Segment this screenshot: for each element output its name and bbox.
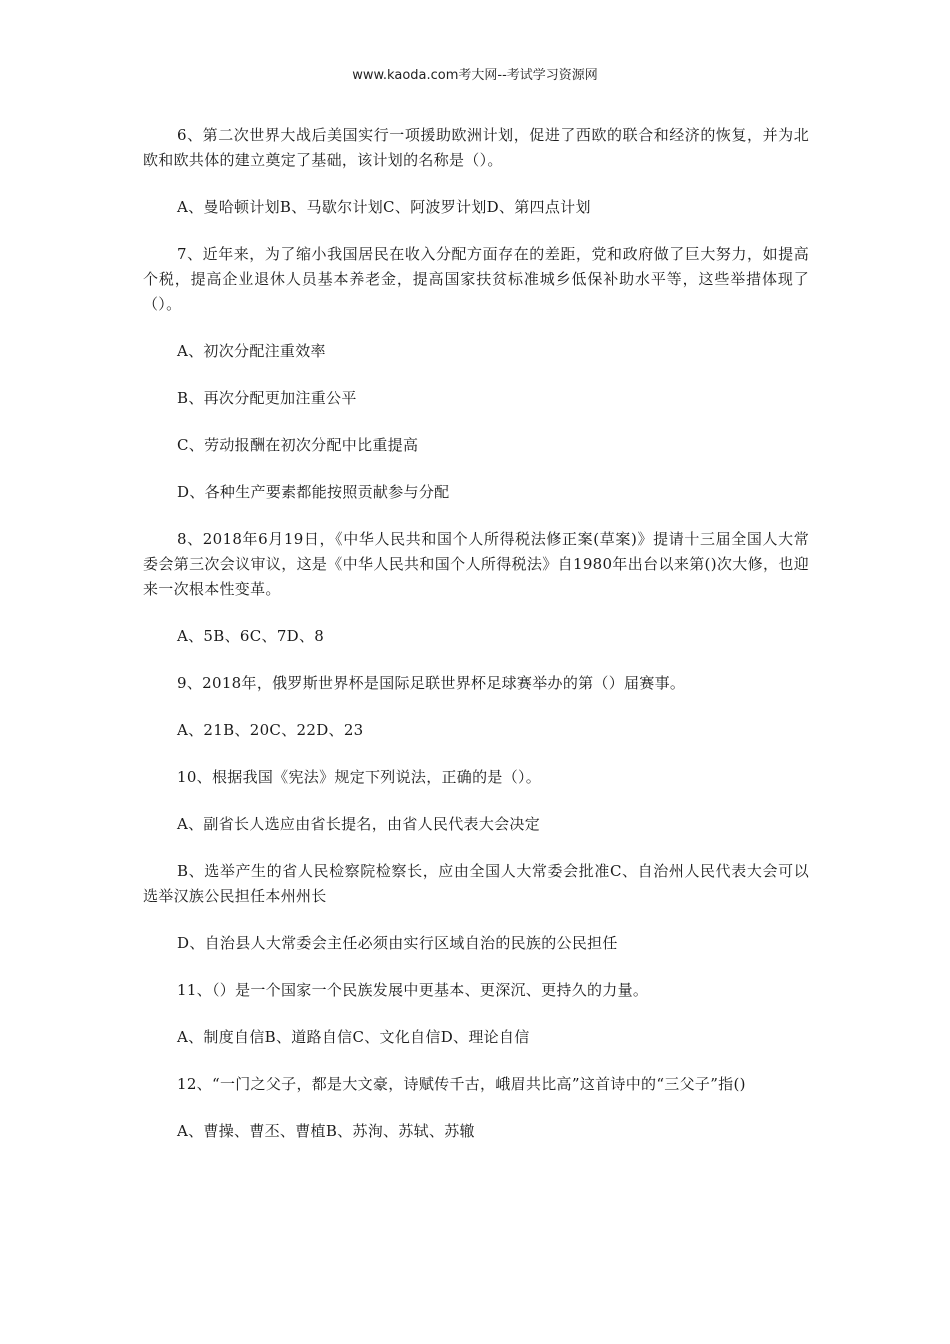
question-8-options: A、5B、6C、7D、8 — [177, 627, 325, 645]
question-10-option-d: D、自治县人大常委会主任必须由实行区域自治的民族的公民担任 — [177, 934, 618, 952]
header-tagline: 考大网--考试学习资源网 — [458, 68, 598, 83]
question-8: 8、2018年6月19日，《中华人民共和国个人所得税法修正案(草案)》提请十三届全国人大常委会第三次会议审议，这是《中华人民共和国个人所得税法》自1980年出台以来第()次大修，也迎来一次根本性变革。 — [143, 530, 809, 598]
question-7-option-a: A、初次分配注重效率 — [177, 342, 326, 360]
question-10-option-a: A、副省长人选应由省长提名，由省人民代表大会决定 — [177, 815, 541, 833]
page-header — [0, 64, 950, 83]
header-site: www.kaoda.com — [352, 68, 459, 83]
question-7: 7、近年来，为了缩小我国居民在收入分配方面存在的差距，党和政府做了巨大努力，如提高个税，提高企业退休人员基本养老金，提高国家扶贫标准城乡低保补助水平等，这些举措体现了（）。 — [143, 245, 809, 313]
question-11-options: A、制度自信B、道路自信C、文化自信D、理论自信 — [177, 1028, 530, 1046]
question-11: 11、（）是一个国家一个民族发展中更基本、更深沉、更持久的力量。 — [177, 981, 649, 999]
question-7-option-d: D、各种生产要素都能按照贡献参与分配 — [177, 483, 450, 501]
question-10-option-b-c: B、选举产生的省人民检察院检察长，应由全国人大常委会批准C、自治州人民代表大会可以选举汉族公民担任本州州长 — [143, 862, 809, 905]
question-12: 12、“一门之父子，都是大文豪，诗赋传千古，峨眉共比高”这首诗中的“三父子”指() — [177, 1075, 746, 1093]
question-9: 9、2018年，俄罗斯世界杯是国际足联世界杯足球赛举办的第（）届赛事。 — [177, 674, 686, 692]
question-12-options: A、曹操、曹丕、曹植B、苏洵、苏轼、苏辙 — [177, 1122, 475, 1140]
question-7-option-c: C、劳动报酬在初次分配中比重提高 — [177, 436, 419, 454]
question-6: 6、第二次世界大战后美国实行一项援助欧洲计划，促进了西欧的联合和经济的恢复，并为北欧和欧共体的建立奠定了基础，该计划的名称是（）。 — [143, 126, 809, 169]
question-6-options: A、曼哈顿计划B、马歇尔计划C、阿波罗计划D、第四点计划 — [177, 198, 591, 216]
question-7-option-b: B、再次分配更加注重公平 — [177, 389, 357, 407]
question-9-options: A、21B、20C、22D、23 — [177, 721, 364, 739]
question-10: 10、根据我国《宪法》规定下列说法，正确的是（）。 — [177, 768, 542, 786]
document-body — [143, 123, 809, 1166]
